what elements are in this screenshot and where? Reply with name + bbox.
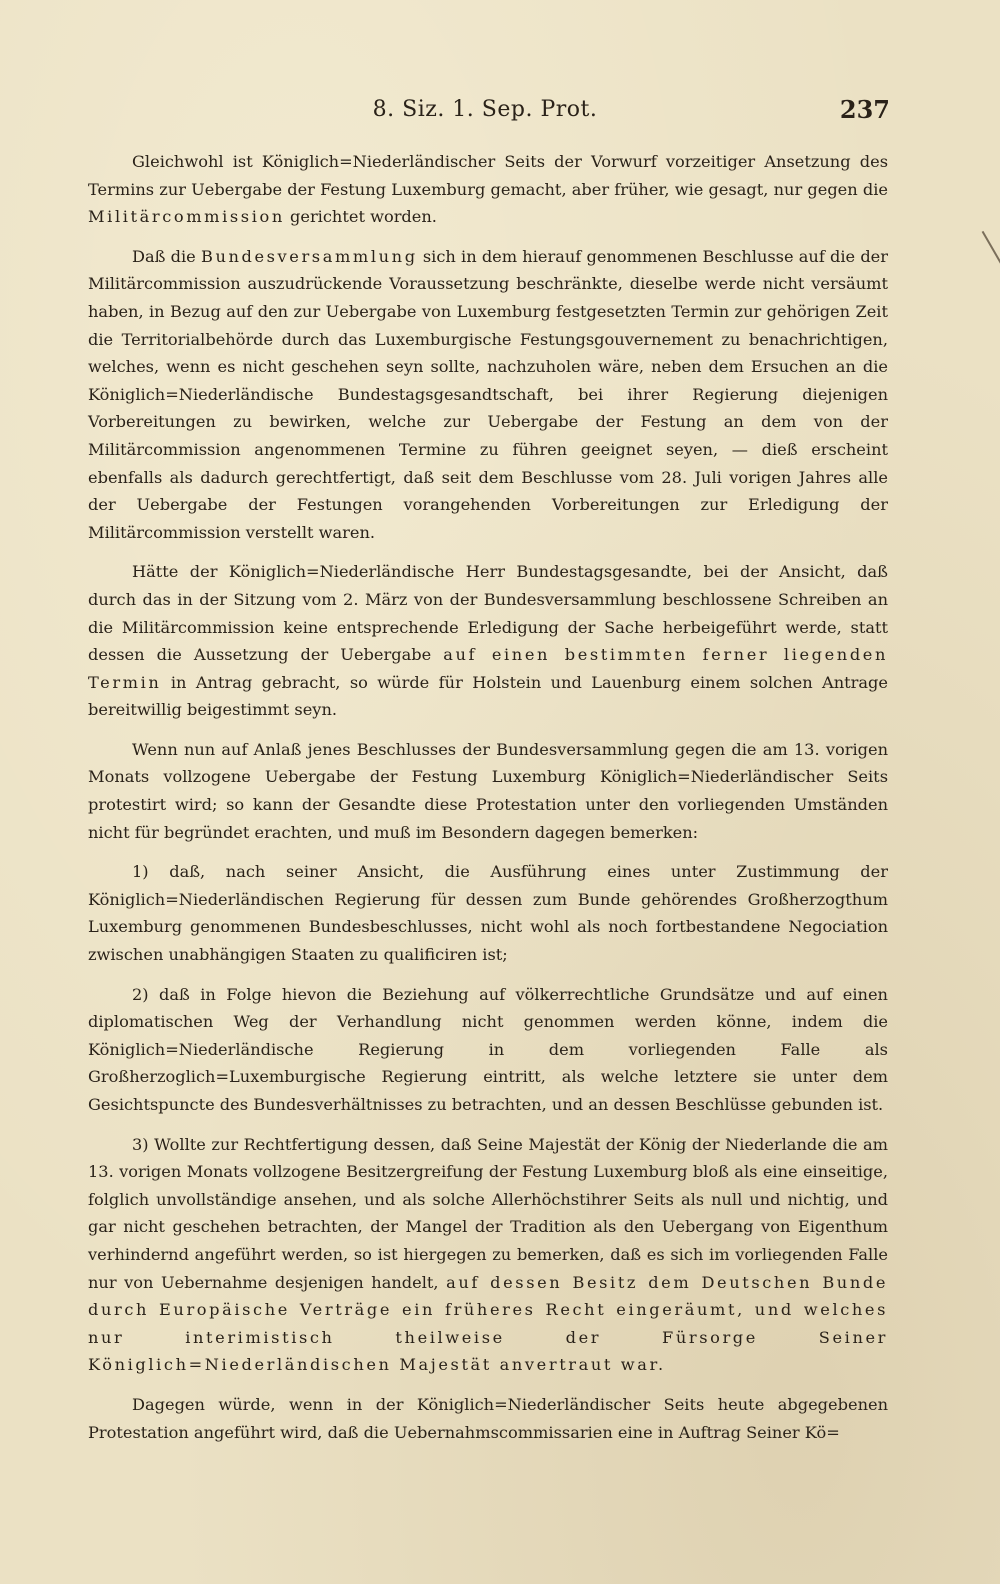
margin-pencil-mark <box>982 231 1000 275</box>
text-run: 1) daß, nach seiner Ansicht, die Ausführung eines unter Zustimmung der Königlich=Niederländischen Regierung für dessen zum Bunde gehörendes Großherzogthum Luxemburg genommenen Bundesbeschlusses, nicht wohl als noch fortbestandene Negociation zwischen unabhängigen Staaten zu qualificiren ist; <box>88 862 888 965</box>
paragraph <box>88 558 888 724</box>
text-run: sich in dem hierauf genommenen Beschlusse auf die der Militärcommission auszudrückende Voraussetzung beschränkte, dieselbe werde nicht versäumt haben, in Bezug auf den zur Uebergabe von Luxemburg festgesetzten Termin zur gehörigen Zeit die Territorialbehörde durch das Luxemburgische Festungsgouvernement zu benachrichtigen, welches, wenn es nicht geschehen seyn sollte, nachzuholen wäre, neben dem Ersuchen an die Königlich=Niederländische Bundestagsgesandtschaft, bei ihrer Regierung diejenigen Vorbereitungen zu bewirken, welche zur Uebergabe der Festung an dem von der Militärcommission angenommenen Termine zu führen geeignet seyen, — dieß erscheint ebenfalls als dadurch gerechtfertigt, daß seit dem Beschlusse vom 28. Juli vorigen Jahres alle der Uebergabe der Festungen vorangehenden Vorbereitungen zur Erledigung der Militärcommission verstellt waren. <box>88 246 888 542</box>
page-header <box>80 93 890 129</box>
paragraph <box>88 243 888 547</box>
running-title: 8. Siz. 1. Sep. Prot. <box>372 97 598 122</box>
body-text <box>88 148 888 1458</box>
paragraph <box>88 981 888 1119</box>
emphasized-text: Bundesversammlung <box>200 246 418 266</box>
text-run: Wenn nun auf Anlaß jenes Beschlusses der Bundesversammlung gegen die am 13. vorigen Monats vollzogene Uebergabe der Festung Luxemburg Königlich=Niederländischer Seits protestirt wird; so kann der Gesandte diese Protestation unter den vorliegenden Umständen nicht für begründet erachten, und muß im Besondern dagegen bemerken: <box>88 739 888 842</box>
text-run: Gleichwohl ist Königlich=Niederländischer Seits der Vorwurf vorzeitiger Ansetzung des Termins zur Uebergabe der Festung Luxemburg gemacht, aber früher, wie gesagt, nur gegen die <box>88 152 888 199</box>
paragraph <box>88 148 888 231</box>
text-run: Dagegen würde, wenn in der Königlich=Niederländischer Seits heute abgegebenen Protestation angeführt wird, daß die Uebernahmscommissarien eine in Auftrag Seiner Kö= <box>88 1394 888 1442</box>
paragraph <box>88 1391 888 1446</box>
emphasized-text: auf einen bestimmten ferner liegenden Termin <box>88 645 888 692</box>
emphasized-text: auf dessen Besitz dem Deutschen Bunde durch Europäische Verträge ein früheres Recht eingeräumt, und welches nur interimistisch theilweise der Fürsorge Seiner Königlich=Niederländischen Majestät anvertraut war. <box>88 1272 889 1375</box>
text-run: Hätte der Königlich=Niederländische Herr Bundestagsgesandte, bei der Ansicht, daß durch das in der Sitzung vom 2. März von der Bundesversammlung beschlossene Schreiben an die Militärcommission keine entsprechende Erledigung der Sache herbeigeführt werde, statt dessen die Aussetzung der Uebergabe <box>88 562 888 665</box>
page-number: 237 <box>839 95 890 124</box>
text-run: Daß die <box>132 246 201 266</box>
text-run: 3) Wollte zur Rechtfertigung dessen, daß Seine Majestät der König der Niederlande die am 13. vorigen Monats vollzogene Besitzergreifung der Festung Luxemburg bloß als eine einseitige, folglich unvollständige ansehen, und als solche Allerhöchstihrer Seits als null und nichtig, und gar nicht geschehen betrachten, der Mangel der Tradition als den Uebergang von Eigenthum verhindernd angeführt werden, so ist hiergegen zu bemerken, daß es sich im vorliegenden Falle nur von Uebernahme desjenigen handelt, <box>88 1134 888 1292</box>
emphasized-text: Militärcommission <box>88 207 285 227</box>
paragraph <box>88 858 888 968</box>
text-run: gerichtet worden. <box>284 207 437 227</box>
paragraph <box>88 736 888 846</box>
text-run: 2) daß in Folge hievon die Beziehung auf völkerrechtliche Grundsätze und auf einen diplomatischen Weg der Verhandlung nicht genommen werden könne, indem die Königlich=Niederländische Regierung in dem vorliegenden Falle als Großherzoglich=Luxemburgische Regierung eintritt, als welche letztere sie unter dem Gesichtspuncte des Bundesverhältnisses zu betrachten, und an dessen Beschlüsse gebunden ist. <box>88 984 888 1114</box>
paragraph <box>88 1131 888 1379</box>
text-run: in Antrag gebracht, so würde für Holstein und Lauenburg einem solchen Antrage bereitwillig beigestimmt seyn. <box>88 672 888 720</box>
